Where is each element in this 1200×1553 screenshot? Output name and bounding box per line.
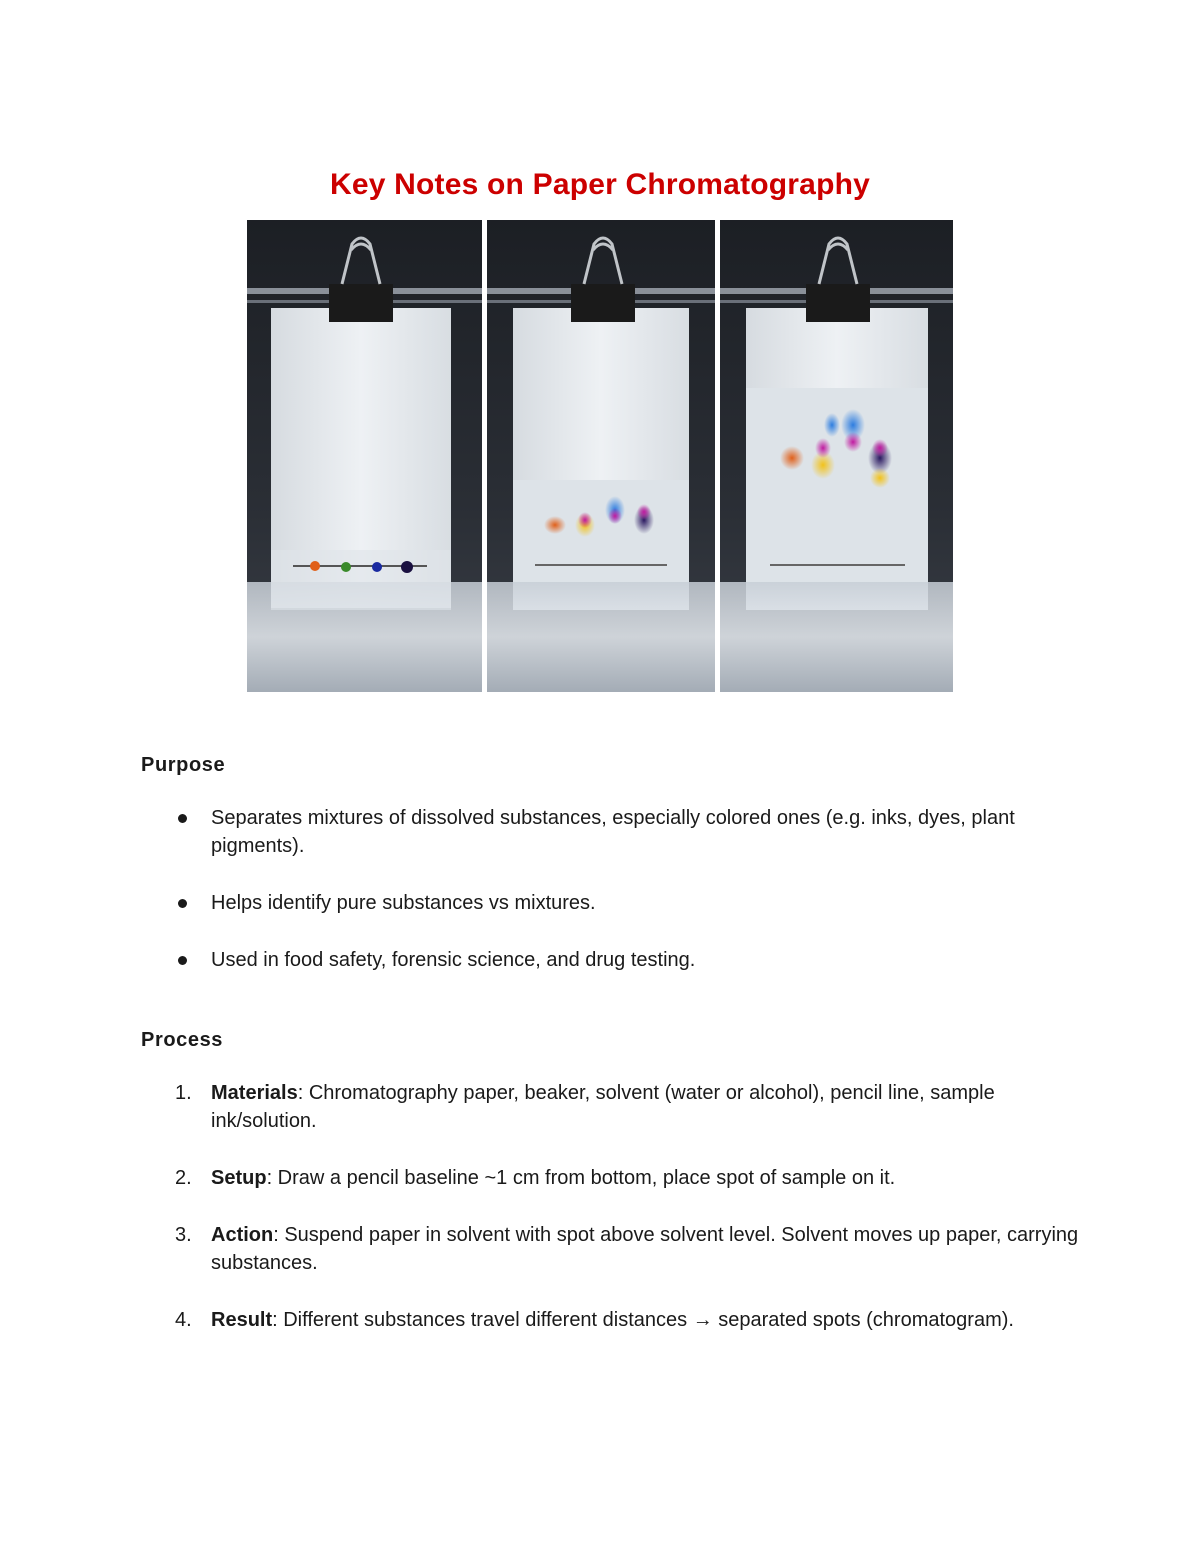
panel-end-run — [720, 220, 953, 692]
bullet-icon — [178, 899, 187, 908]
list-item: 4. Result: Different substances travel different distances → separated spots (chromatogram). — [175, 1309, 1014, 1331]
page-title: Key Notes on Paper Chromatography — [329, 168, 871, 201]
chromatography-figure — [247, 220, 953, 692]
list-item: Helps identify pure substances vs mixtures. — [141, 889, 1061, 917]
purpose-heading: Purpose — [141, 754, 226, 776]
panel-mid-run — [487, 220, 715, 692]
process-list — [141, 1079, 1081, 1363]
process-heading: Process — [141, 1029, 224, 1051]
list-item: 3. Action: Suspend paper in solvent with spot above solvent level. Solvent moves up paper, carrying substances. — [175, 1224, 1079, 1274]
purpose-list — [141, 804, 1061, 1003]
list-item: Used in food safety, forensic science, and drug testing. — [141, 946, 1061, 974]
bullet-icon — [178, 814, 187, 823]
list-item: 2. Setup: Draw a pencil baseline ~1 cm from bottom, place spot of sample on it. — [175, 1167, 896, 1189]
bullet-icon — [178, 956, 187, 965]
panel-before-run — [247, 220, 482, 692]
list-item: Separates mixtures of dissolved substances, especially colored ones (e.g. inks, dyes, plant pigments). — [141, 804, 1061, 860]
list-item: 1. Materials: Chromatography paper, beaker, solvent (water or alcohol), pencil line, sample ink/solution. — [175, 1082, 995, 1132]
